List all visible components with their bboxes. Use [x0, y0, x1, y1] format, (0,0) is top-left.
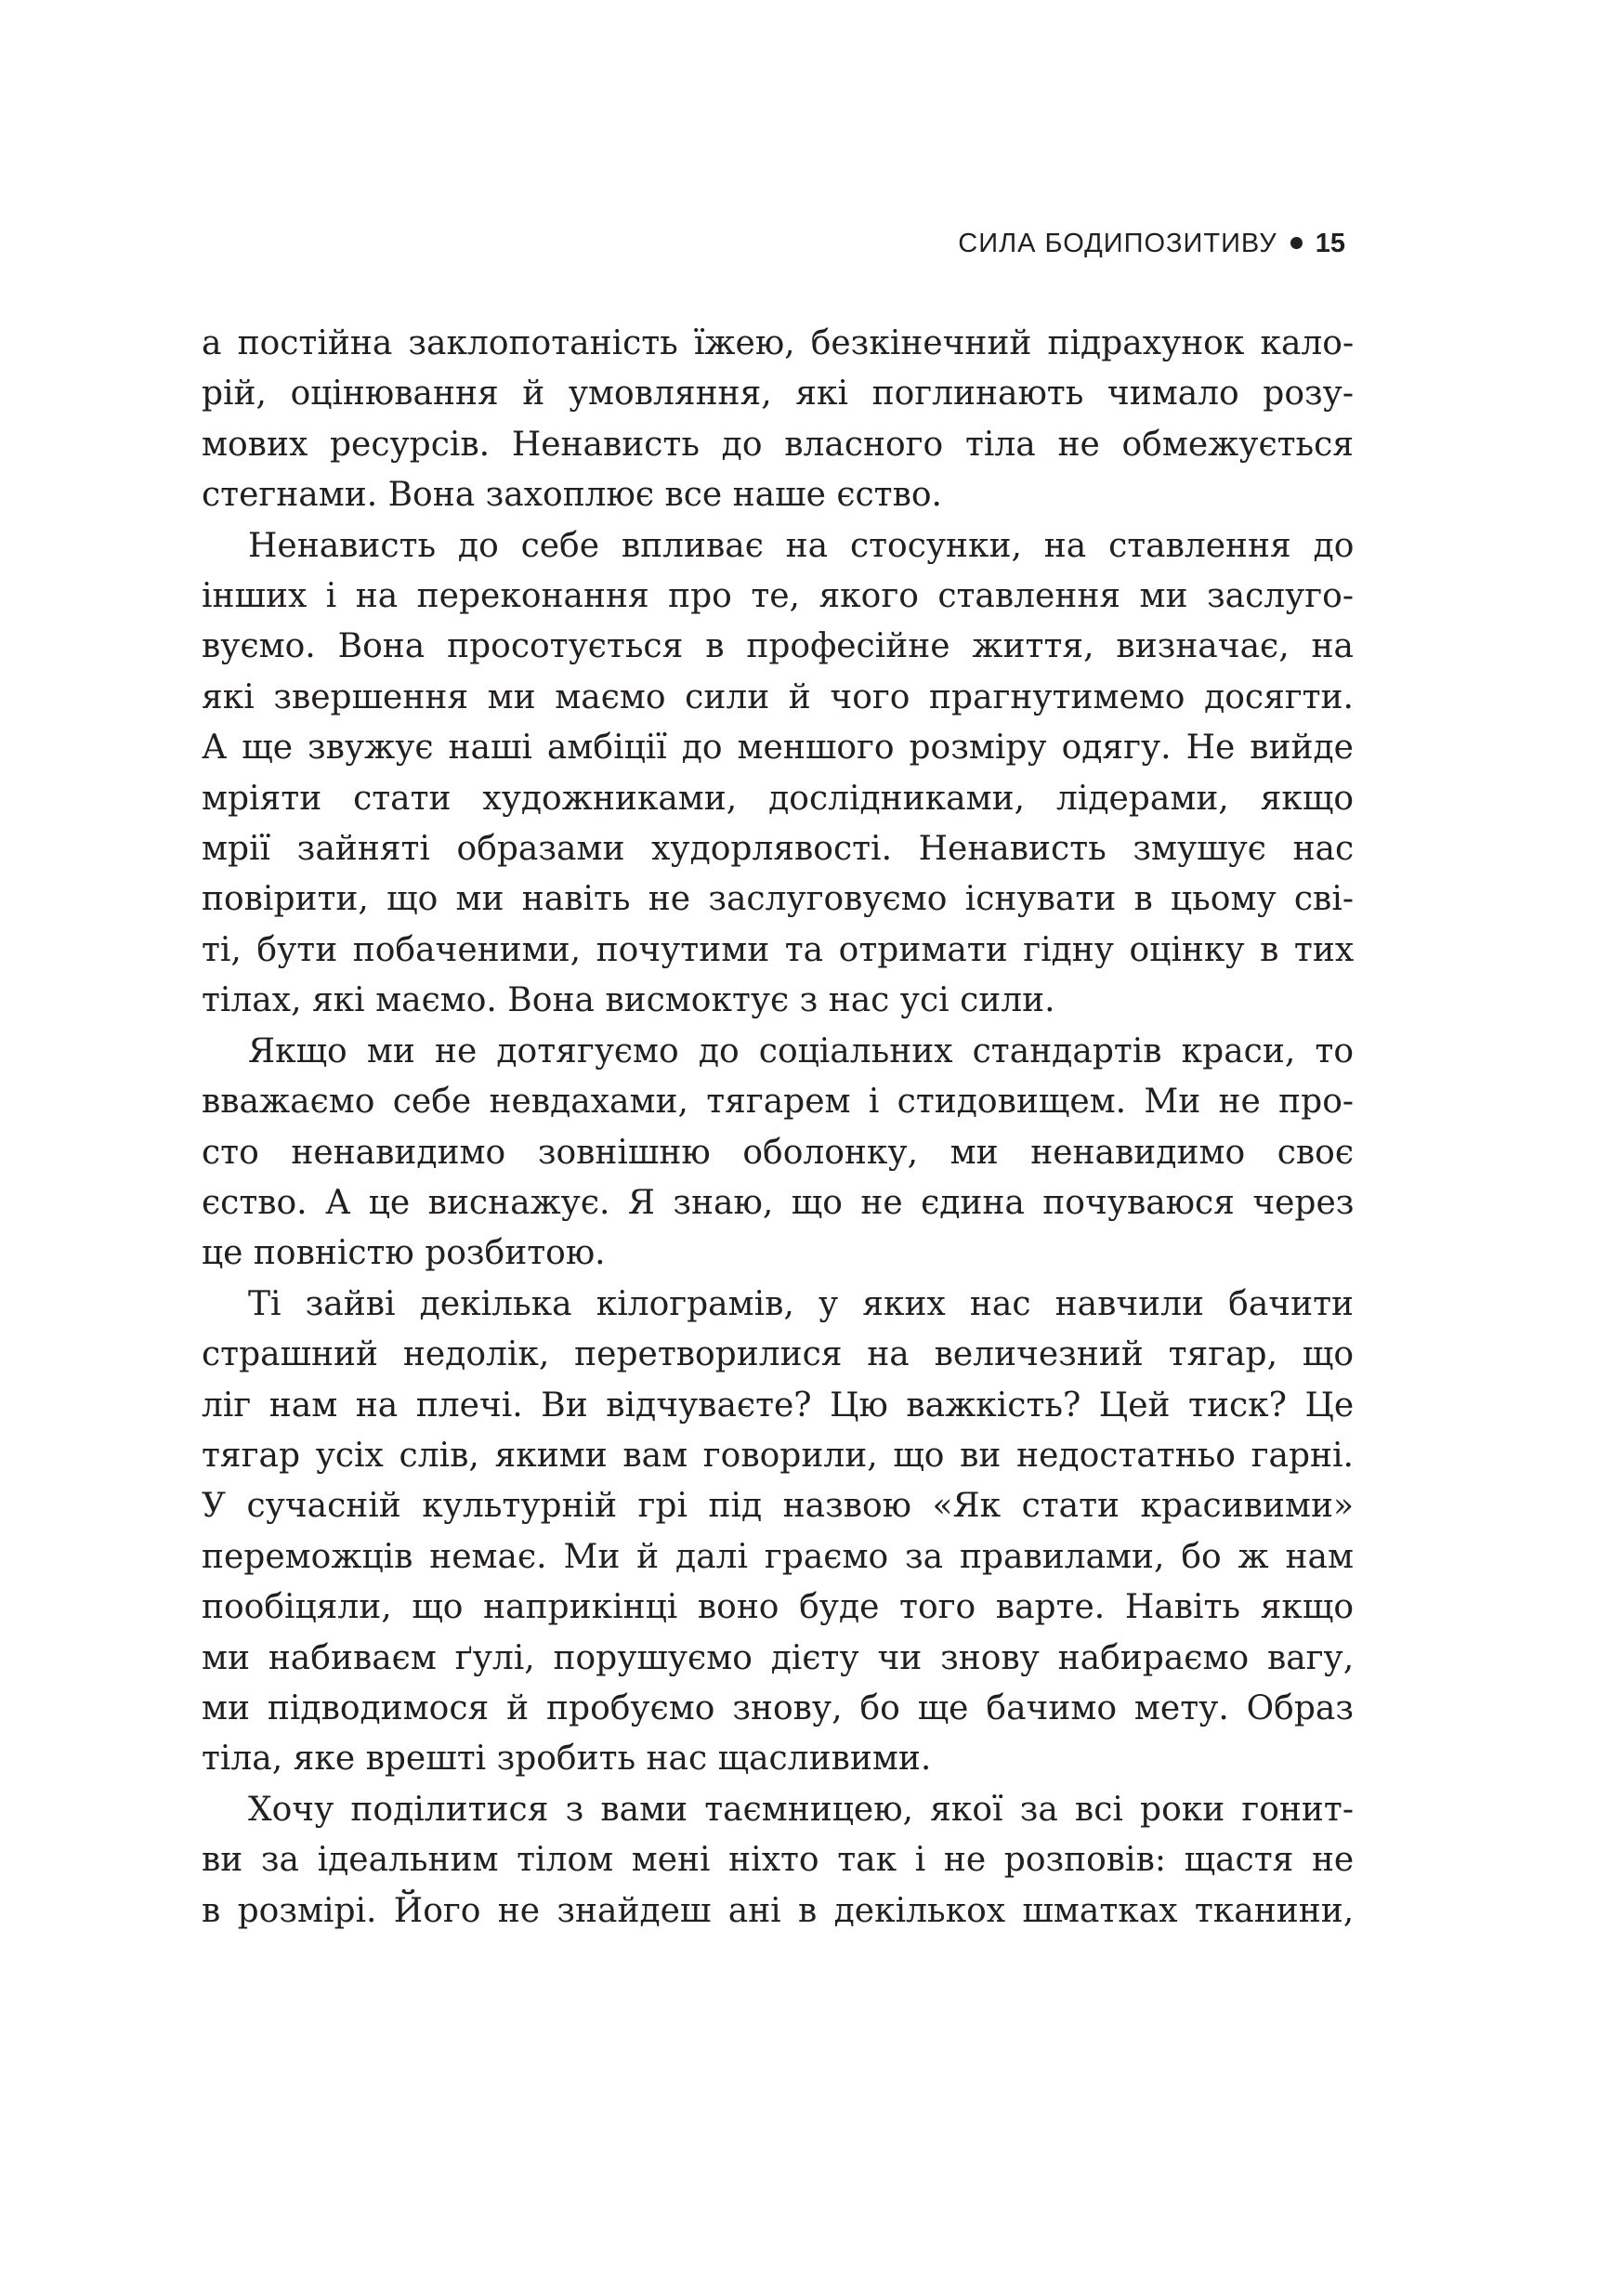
- text-line: ви за ідеальним тілом мені ніхто так і не розповів: щастя не: [202, 1841, 1355, 1880]
- body-text: [202, 319, 1354, 1937]
- text-line: повірити, що ми навіть не заслуговуємо існувати в цьому сві-: [202, 880, 1354, 919]
- text-line: які звершення ми маємо сили й чого прагнутимемо досягти.: [202, 677, 1354, 716]
- text-line: Хочу поділитися з вами таємницею, якої за всі роки гонит-: [248, 1790, 1354, 1829]
- text-line: а постійна заклопотаність їжею, безкінечний підрахунок кало-: [202, 324, 1355, 362]
- text-line: ті, бути побаченими, почутими та отримати гідну оцінку в тих: [202, 930, 1355, 969]
- text-line: А ще звужує наші амбіції до меншого розміру одягу. Не вийде: [202, 729, 1354, 768]
- text-line: вуємо. Вона просотується в професійне життя, визначає, на: [202, 627, 1354, 666]
- text-line: Ненависть до себе впливає на стосунки, на ставлення до: [248, 526, 1355, 565]
- text-line: страшний недолік, перетворилися на величезний тягар, що: [202, 1335, 1354, 1374]
- text-line: ми набиваєм ґулі, порушуємо дієту чи знову набираємо вагу,: [202, 1638, 1355, 1677]
- running-header: [958, 229, 1345, 259]
- paragraph: [202, 1280, 1354, 1785]
- text-line: це повністю розбитою.: [202, 1234, 606, 1273]
- text-line: в розмірі. Його не знайдеш ані в декількох шматках тканини,: [202, 1891, 1355, 1930]
- running-header-title: СИЛА БОДИПОЗИТИВУ: [958, 229, 1277, 258]
- text-line: ми підводимося й пробуємо знову, бо ще бачимо мету. Образ: [202, 1688, 1354, 1727]
- text-line: мрії зайняті образами худорлявості. Ненависть змушує нас: [202, 830, 1355, 869]
- text-line: тіла, яке врешті зробить нас щасливими.: [202, 1740, 932, 1779]
- text-line: рій, оцінювання й умовляння, які поглинають чимало розу-: [202, 374, 1354, 414]
- text-line: ліг нам на плечі. Ви відчуваєте? Цю важкість? Цей тиск? Це: [202, 1386, 1355, 1425]
- text-line: інших і на переконання про те, якого ставлення ми заслуго-: [202, 577, 1354, 616]
- bullet-separator-icon: [1290, 237, 1303, 249]
- paragraph: [202, 1027, 1354, 1280]
- text-line: пообіцяли, що наприкінці воно буде того варте. Навіть якщо: [202, 1588, 1354, 1627]
- text-line: єство. А це виснажує. Я знаю, що не єдина почуваюся через: [202, 1183, 1355, 1222]
- text-line: тягар усіх слів, якими вам говорили, що ви недостатньо гарні.: [202, 1436, 1354, 1475]
- text-line: стегнами. Вона захоплює все наше єство.: [202, 476, 942, 515]
- paragraph: [202, 1785, 1354, 1937]
- text-line: вважаємо себе невдахами, тягарем і стидовищем. Ми не про-: [202, 1083, 1355, 1122]
- text-line: мріяти стати художниками, дослідниками, лідерами, якщо: [202, 779, 1354, 818]
- paragraph: [202, 319, 1354, 521]
- text-line: мових ресурсів. Ненависть до власного тіла не обмежується: [202, 425, 1354, 464]
- text-line: переможців немає. Ми й далі граємо за правилами, бо ж нам: [202, 1537, 1354, 1576]
- text-line: У сучасній культурній грі під назвою «Як стати красивими»: [202, 1487, 1354, 1526]
- text-line: тілах, які маємо. Вона висмоктує з нас усі сили.: [202, 981, 1055, 1020]
- text-line: Якщо ми не дотягуємо до соціальних стандартів краси, то: [248, 1031, 1354, 1070]
- text-line: Ті зайві декілька кілограмів, у яких нас навчили бачити: [248, 1284, 1354, 1323]
- text-line: сто ненавидимо зовнішню оболонку, ми ненавидимо своє: [202, 1133, 1354, 1172]
- paragraph: [202, 521, 1354, 1027]
- page-number: 15: [1315, 229, 1345, 258]
